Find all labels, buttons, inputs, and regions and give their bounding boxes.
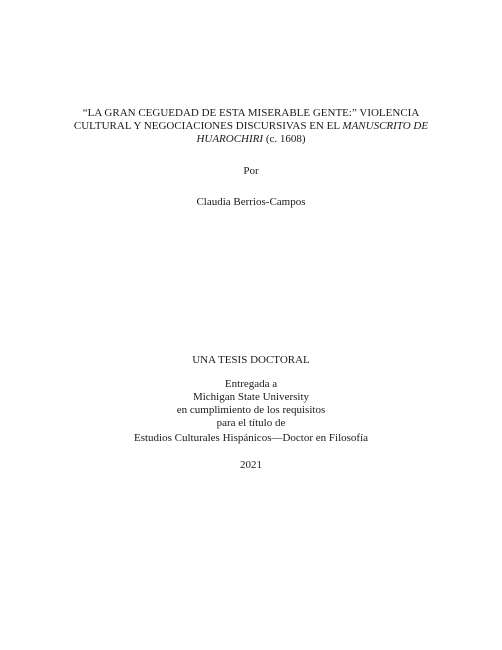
degree-name: Estudios Culturales Hispánicos—Doctor en Filosofía <box>133 432 369 444</box>
submission-statement <box>40 378 462 430</box>
title-line-3-italic: HUAROCHIRI <box>196 133 264 145</box>
thesis-title <box>40 107 462 146</box>
title-line-2 <box>40 120 462 133</box>
title-line-3 <box>40 133 462 146</box>
title-line-2-text: CULTURAL Y NEGOCIACIONES DISCURSIVAS EN EL <box>73 120 343 132</box>
author-name: Claudia Berrios-Campos <box>196 196 306 208</box>
title-line-3-text: (c. 1608) <box>263 133 306 145</box>
by-label: Por <box>243 165 259 177</box>
title-line-1: “LA GRAN CEGUEDAD DE ESTA MISERABLE GENTE:” VIOLENCIA <box>82 107 420 119</box>
thesis-type: UNA TESIS DOCTORAL <box>192 354 310 366</box>
submission-line-1: Entregada a <box>224 378 278 390</box>
submission-line-2: Michigan State University <box>192 391 310 403</box>
submission-line-3: en cumplimiento de los requisitos <box>176 404 326 416</box>
submission-line-4: para el título de <box>216 417 286 429</box>
year: 2021 <box>240 459 262 471</box>
title-line-2-italic: MANUSCRITO DE <box>342 120 429 132</box>
